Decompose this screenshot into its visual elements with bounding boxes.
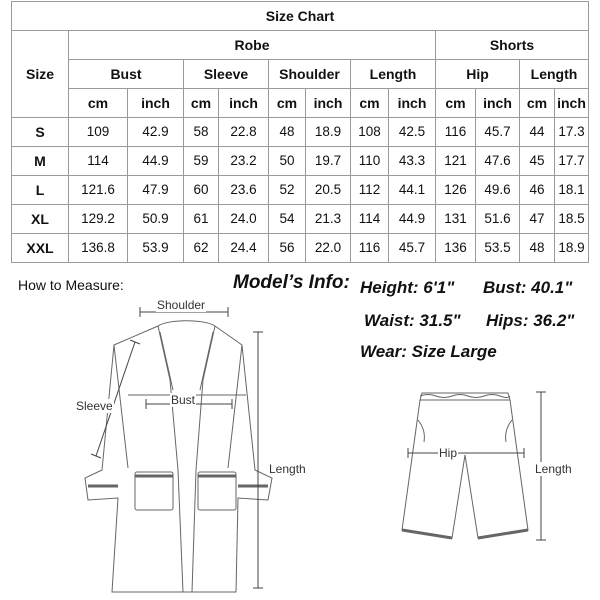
size-cell: L — [12, 176, 69, 205]
measure-header: Hip — [436, 60, 520, 89]
model-bust: Bust: 40.1" — [483, 278, 573, 297]
value-cell: 53.5 — [476, 234, 520, 263]
value-cell: 54 — [269, 205, 306, 234]
model-hips: Hips: 36.2" — [486, 311, 575, 330]
unit-header: cm — [69, 89, 128, 118]
value-cell: 136 — [436, 234, 476, 263]
value-cell: 61 — [184, 205, 219, 234]
value-cell: 136.8 — [69, 234, 128, 263]
value-cell: 46 — [520, 176, 555, 205]
value-cell: 47.9 — [128, 176, 184, 205]
value-cell: 62 — [184, 234, 219, 263]
value-cell: 20.5 — [306, 176, 351, 205]
value-cell: 131 — [436, 205, 476, 234]
value-cell: 114 — [351, 205, 389, 234]
measure-header: Length — [520, 60, 589, 89]
value-cell: 18.9 — [306, 118, 351, 147]
unit-header: cm — [184, 89, 219, 118]
unit-header: inch — [555, 89, 589, 118]
value-cell: 22.8 — [219, 118, 269, 147]
value-cell: 44.9 — [389, 205, 436, 234]
value-cell: 24.0 — [219, 205, 269, 234]
value-cell: 53.9 — [128, 234, 184, 263]
value-cell: 50 — [269, 147, 306, 176]
shoulder-label: Shoulder — [157, 298, 206, 312]
shorts-group-header: Shorts — [436, 31, 589, 60]
value-cell: 121.6 — [69, 176, 128, 205]
unit-header: inch — [128, 89, 184, 118]
value-cell: 60 — [184, 176, 219, 205]
unit-header: cm — [351, 89, 389, 118]
size-cell: XXL — [12, 234, 69, 263]
value-cell: 121 — [436, 147, 476, 176]
value-cell: 17.3 — [555, 118, 589, 147]
value-cell: 116 — [351, 234, 389, 263]
size-cell: M — [12, 147, 69, 176]
value-cell: 47 — [520, 205, 555, 234]
value-cell: 43.3 — [389, 147, 436, 176]
unit-header: cm — [520, 89, 555, 118]
value-cell: 21.3 — [306, 205, 351, 234]
value-cell: 59 — [184, 147, 219, 176]
size-header: Size — [12, 31, 69, 118]
shorts-illustration — [402, 393, 528, 538]
model-waist: Waist: 31.5" — [364, 311, 461, 330]
value-cell: 19.7 — [306, 147, 351, 176]
value-cell: 44.1 — [389, 176, 436, 205]
value-cell: 24.4 — [219, 234, 269, 263]
measure-header: Sleeve — [184, 60, 269, 89]
value-cell: 116 — [436, 118, 476, 147]
value-cell: 108 — [351, 118, 389, 147]
shorts-length-label: Length — [535, 462, 572, 476]
value-cell: 45.7 — [476, 118, 520, 147]
how-to-measure-label: How to Measure: — [18, 277, 124, 293]
value-cell: 126 — [436, 176, 476, 205]
unit-header: cm — [269, 89, 306, 118]
measure-header: Length — [351, 60, 436, 89]
value-cell: 109 — [69, 118, 128, 147]
value-cell: 22.0 — [306, 234, 351, 263]
value-cell: 129.2 — [69, 205, 128, 234]
hip-label: Hip — [439, 446, 458, 460]
table-title: Size Chart — [12, 2, 589, 31]
size-cell: S — [12, 118, 69, 147]
value-cell: 47.6 — [476, 147, 520, 176]
value-cell: 42.9 — [128, 118, 184, 147]
value-cell: 49.6 — [476, 176, 520, 205]
value-cell: 48 — [269, 118, 306, 147]
value-cell: 45 — [520, 147, 555, 176]
value-cell: 44 — [520, 118, 555, 147]
robe-length-label: Length — [269, 462, 306, 476]
value-cell: 51.6 — [476, 205, 520, 234]
size-cell: XL — [12, 205, 69, 234]
value-cell: 23.2 — [219, 147, 269, 176]
value-cell: 48 — [520, 234, 555, 263]
sleeve-label: Sleeve — [76, 399, 113, 413]
model-height: Height: 6'1" — [360, 278, 455, 297]
value-cell: 18.1 — [555, 176, 589, 205]
value-cell: 58 — [184, 118, 219, 147]
value-cell: 23.6 — [219, 176, 269, 205]
model-wear-size: Wear: Size Large — [360, 342, 497, 361]
robe-group-header: Robe — [69, 31, 436, 60]
measure-header: Bust — [69, 60, 184, 89]
unit-header: inch — [219, 89, 269, 118]
robe-illustration — [85, 321, 272, 592]
model-info-label: Model’s Info: — [233, 272, 350, 293]
unit-header: inch — [389, 89, 436, 118]
bust-label: Bust — [171, 393, 196, 407]
unit-header: cm — [436, 89, 476, 118]
value-cell: 52 — [269, 176, 306, 205]
shorts-measure-lines — [408, 392, 546, 540]
value-cell: 18.9 — [555, 234, 589, 263]
value-cell: 114 — [69, 147, 128, 176]
value-cell: 110 — [351, 147, 389, 176]
value-cell: 112 — [351, 176, 389, 205]
value-cell: 50.9 — [128, 205, 184, 234]
value-cell: 17.7 — [555, 147, 589, 176]
unit-header: inch — [476, 89, 520, 118]
value-cell: 42.5 — [389, 118, 436, 147]
value-cell: 18.5 — [555, 205, 589, 234]
value-cell: 44.9 — [128, 147, 184, 176]
value-cell: 56 — [269, 234, 306, 263]
unit-header: inch — [306, 89, 351, 118]
measure-header: Shoulder — [269, 60, 351, 89]
value-cell: 45.7 — [389, 234, 436, 263]
